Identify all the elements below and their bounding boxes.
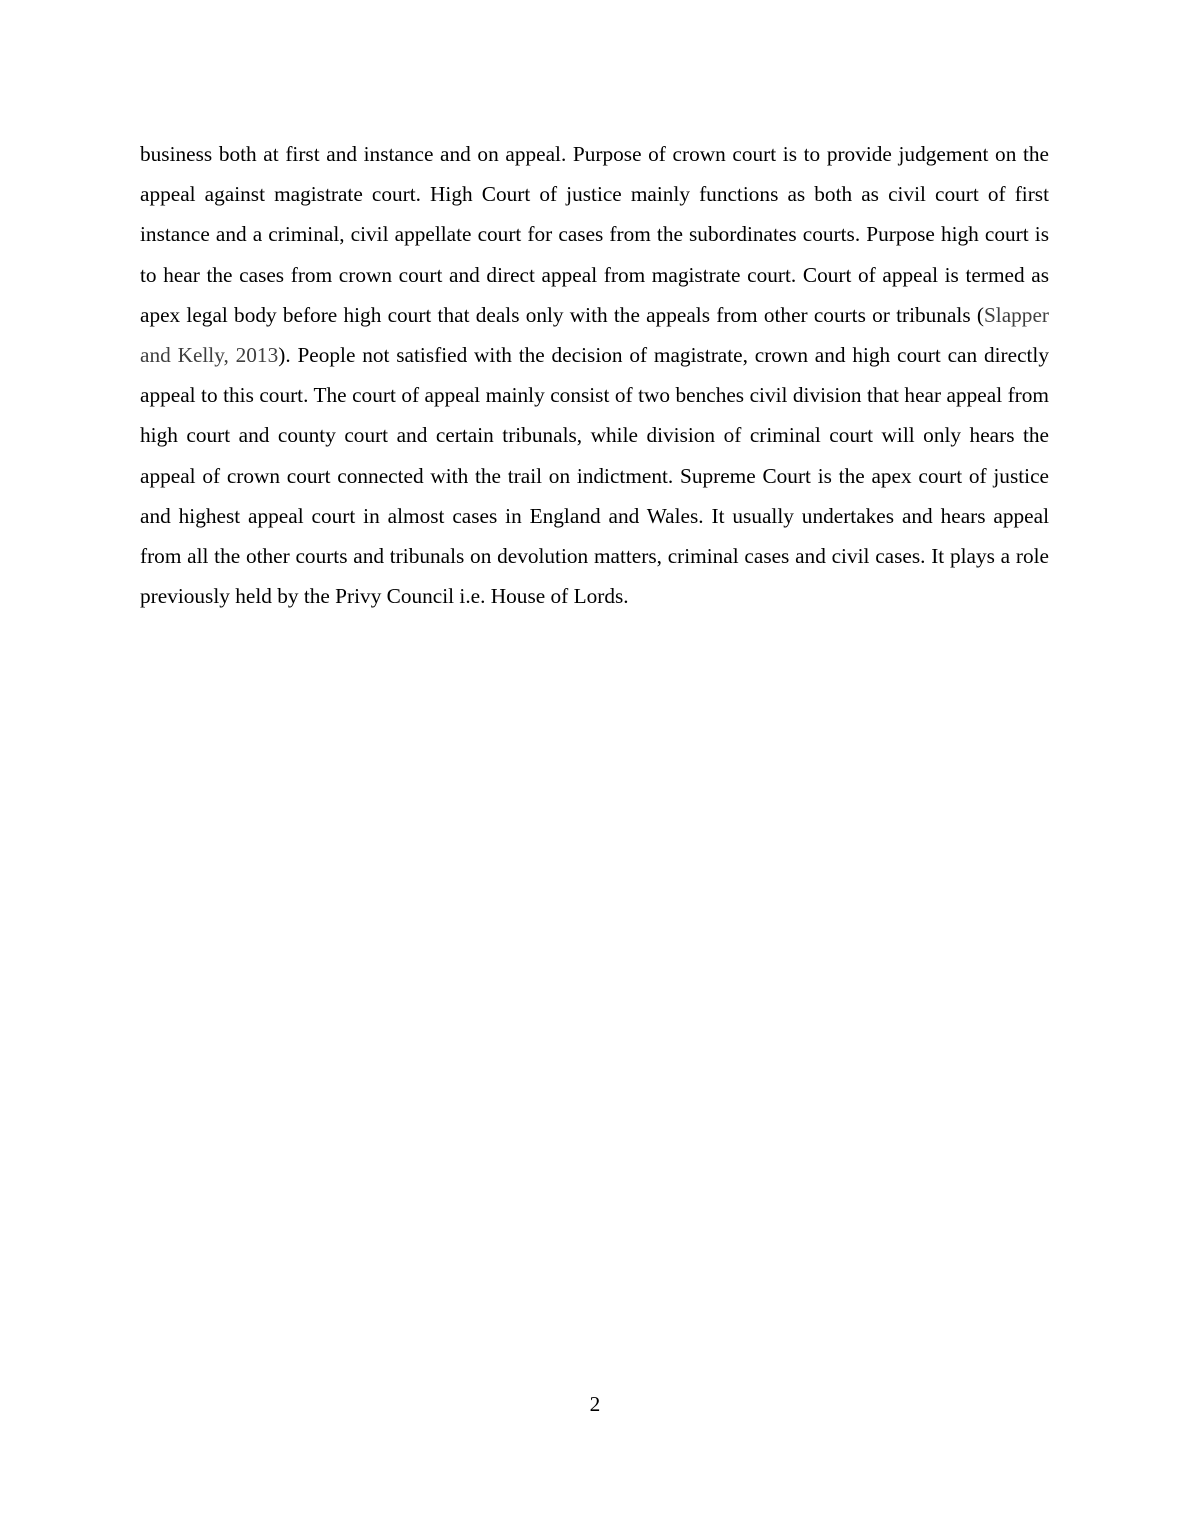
paragraph-text-after-citation: ). People not satisfied with the decision of magistrate, crown and high court can directly appeal to this court. The court of appeal mainly consist of two benches civil division that hear appeal from high court and county court and certain tribunals, while division of criminal court will only hears the appeal of crown court connected with the trail on indictment. Supreme Court is the apex court of justice and highest appeal court in almost cases in England and Wales. It usually undertakes and hears appeal from all the other courts and tribunals on devolution matters, criminal cases and civil cases. It plays a role previously held by the Privy Council i.e. House of Lords. bbox=[140, 343, 1049, 609]
citation-reference: Slapper and Kelly, 2013 bbox=[140, 302, 1049, 368]
page-number: 2 bbox=[589, 1392, 601, 1416]
body-paragraph bbox=[140, 134, 1049, 616]
paragraph-text-before-citation: business both at first and instance and on appeal. Purpose of crown court is to provide judgement on the appeal against magistrate court. High Court of justice mainly functions as both as civil court of first instance and a criminal, civil appellate court for cases from the subordinates courts. Purpose high court is to hear the cases from crown court and direct appeal from magistrate court. Court of appeal is termed as apex legal body before high court that deals only with the appeals from other courts or tribunals ( bbox=[140, 142, 1049, 327]
